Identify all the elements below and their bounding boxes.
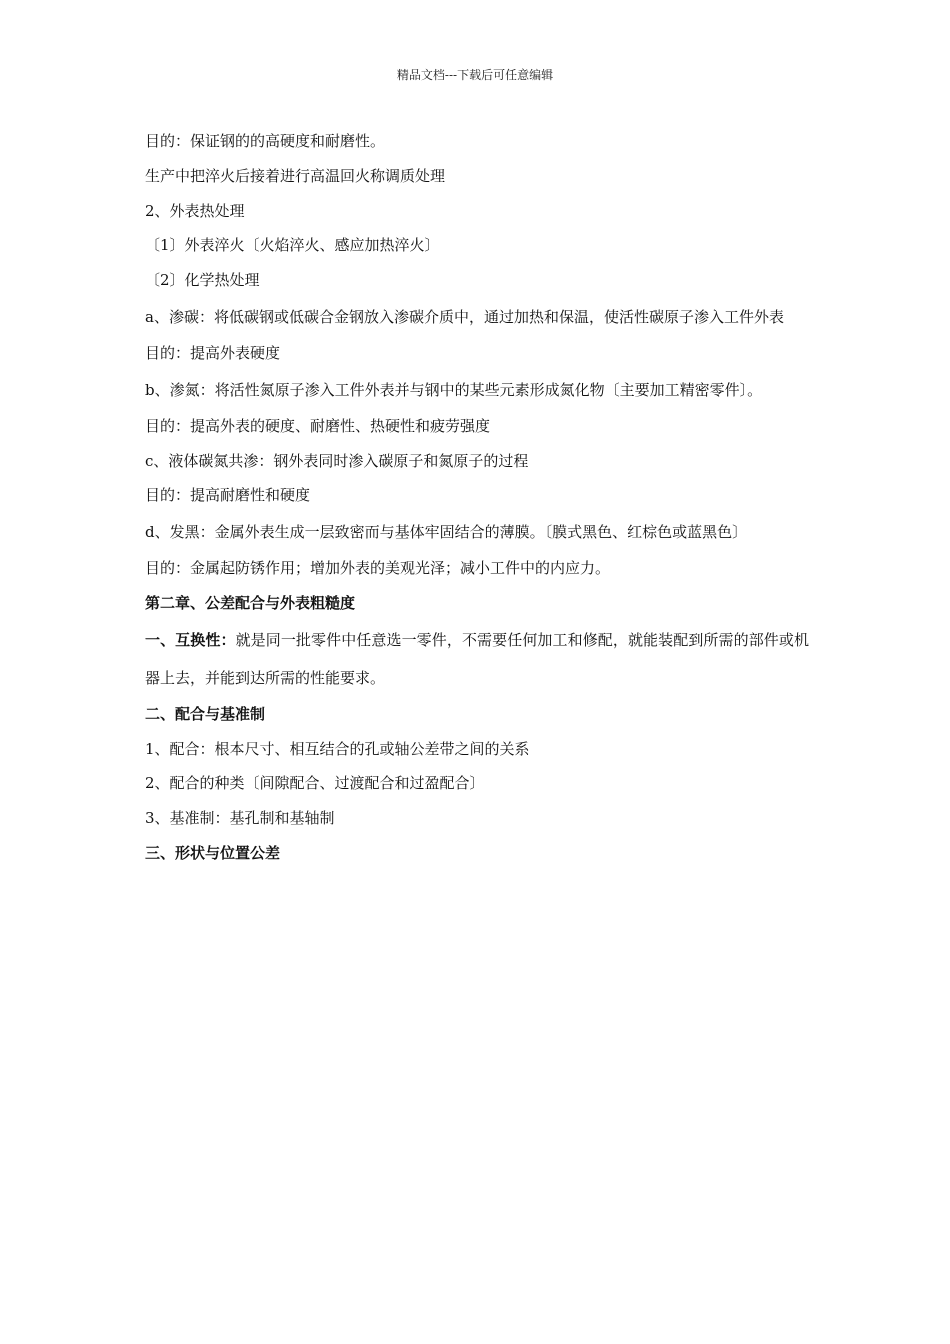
section-heading: 二、配合与基准制 bbox=[145, 704, 266, 723]
paragraph: 〔2〕化学热处理 bbox=[145, 271, 260, 290]
paragraph: 〔1〕外表淬火〔火焰淬火、感应加热淬火〕 bbox=[145, 236, 440, 255]
paragraph: d、发黑：金属外表生成一层致密而与基体牢固结合的薄膜。〔膜式黑色、红棕色或蓝黑色〕 bbox=[145, 523, 748, 542]
paragraph: c、液体碳氮共渗：钢外表同时渗入碳原子和氮原子的过程 bbox=[145, 451, 529, 470]
page-header: 精品文档---下载后可任意编辑 bbox=[396, 68, 554, 82]
paragraph: 1、配合：根本尺寸、相互结合的孔或轴公差带之间的关系 bbox=[145, 739, 530, 758]
paragraph bbox=[145, 621, 809, 697]
paragraph: a、渗碳：将低碳钢或低碳合金钢放入渗碳介质中，通过加热和保温，使活性碳原子渗入工件外表 bbox=[145, 307, 784, 326]
paragraph: 生产中把淬火后接着进行高温回火称调质处理 bbox=[145, 166, 446, 185]
chapter-heading: 第二章、公差配合与外表粗糙度 bbox=[145, 593, 356, 612]
section-heading: 三、形状与位置公差 bbox=[145, 843, 281, 862]
document-body bbox=[145, 124, 809, 871]
paragraph: b、渗氮：将活性氮原子渗入工件外表并与钢中的某些元素形成氮化物〔主要加工精密零件〕。 bbox=[145, 380, 763, 399]
paragraph: 2、外表热处理 bbox=[145, 201, 245, 220]
term-label: 一、互换性： bbox=[145, 630, 236, 649]
paragraph: 目的：金属起防锈作用；增加外表的美观光泽；减小工件中的内应力。 bbox=[145, 559, 611, 578]
paragraph: 目的：提高耐磨性和硬度 bbox=[145, 486, 311, 505]
paragraph: 3、基准制：基孔制和基轴制 bbox=[145, 809, 335, 828]
term-definition: 就是同一批零件中任意选一零件，不需要任何加工和修配，就能装配到所需的部件或机器上去，并能到达所需的性能要求。 bbox=[145, 630, 809, 687]
paragraph: 目的：提高外表硬度 bbox=[145, 343, 281, 362]
paragraph: 目的：保证钢的的高硬度和耐磨性。 bbox=[145, 132, 386, 150]
paragraph: 2、配合的种类〔间隙配合、过渡配合和过盈配合〕 bbox=[145, 774, 485, 793]
paragraph: 目的：提高外表的硬度、耐磨性、热硬性和疲劳强度 bbox=[145, 416, 491, 435]
